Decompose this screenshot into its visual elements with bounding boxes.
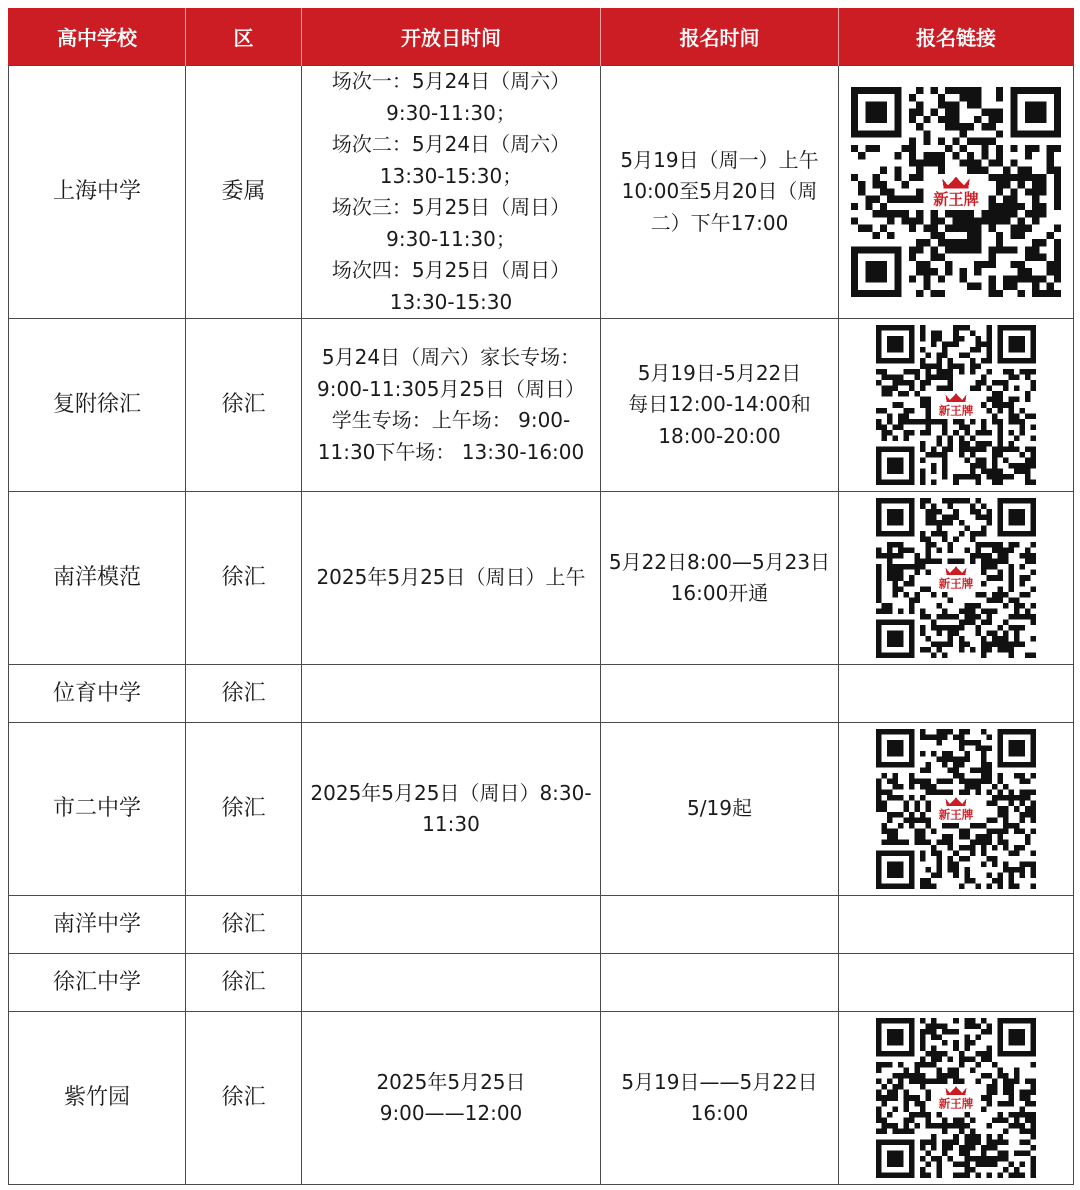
signup-time <box>601 1012 839 1185</box>
signup-link-cell <box>839 896 1074 954</box>
header-signup-time: 报名时间 <box>601 8 839 66</box>
qr-code-icon[interactable] <box>876 1018 1036 1178</box>
school-name: 南洋中学 <box>9 896 186 954</box>
open-day-line: 13:30-15:30 <box>389 289 513 314</box>
qr-code-icon[interactable] <box>876 498 1036 658</box>
signup-time <box>601 319 839 492</box>
open-day-table-container <box>8 8 1073 1185</box>
signup-time-line: 10:00至5月20日（周 <box>621 179 818 204</box>
qr-logo-label: 新王牌 <box>933 190 979 209</box>
open-day-time <box>302 492 601 665</box>
open-day-line: 2025年5月25日（周日）8:30- <box>310 780 592 805</box>
open-day-line: 9:00——12:00 <box>379 1101 523 1125</box>
district-name: 徐汇 <box>186 723 302 896</box>
district-name: 徐汇 <box>186 954 302 1012</box>
district-name: 徐汇 <box>186 492 302 665</box>
table-row <box>9 723 1074 896</box>
open-day-line: 11:30下午场： 13:30-16:00 <box>317 439 585 464</box>
open-day-time <box>302 665 601 723</box>
signup-time-line: 16:00 <box>690 1101 749 1125</box>
table-row <box>9 1012 1074 1185</box>
signup-time-line: 每日12:00-14:00和 <box>628 392 811 417</box>
open-day-line: 11:30 <box>422 812 480 836</box>
qr-logo-label: 新王牌 <box>938 1096 974 1111</box>
table-row <box>9 66 1074 319</box>
signup-time-line: 18:00-20:00 <box>658 423 781 448</box>
district-name: 委属 <box>186 66 302 319</box>
table-body <box>9 66 1074 1185</box>
qr-code-icon[interactable] <box>851 87 1061 297</box>
school-name: 位育中学 <box>9 665 186 723</box>
qr-logo-label: 新王牌 <box>938 807 974 822</box>
table-row <box>9 896 1074 954</box>
open-day-time <box>302 66 601 319</box>
signup-time-line: 5月19日-5月22日 <box>637 360 802 385</box>
signup-time-line: 5月19日——5月22日 <box>621 1069 818 1094</box>
signup-time <box>601 665 839 723</box>
district-name: 徐汇 <box>186 1012 302 1185</box>
school-name: 紫竹园 <box>9 1012 186 1185</box>
open-day-line: 场次四：5月25日（周日） <box>331 258 571 282</box>
header-school: 高中学校 <box>9 8 186 66</box>
school-name: 徐汇中学 <box>9 954 186 1012</box>
signup-time-line: 16:00开通 <box>670 581 769 605</box>
qr-code-icon[interactable] <box>876 729 1036 889</box>
open-day-line: 场次一：5月24日（周六） <box>331 69 571 93</box>
signup-time <box>601 492 839 665</box>
open-day-line: 13:30-15:30； <box>379 163 523 188</box>
signup-link-cell[interactable] <box>839 492 1074 665</box>
open-day-line: 9:30-11:30； <box>386 226 516 251</box>
signup-time <box>601 66 839 319</box>
signup-time-line: 5/19起 <box>687 796 752 821</box>
signup-link-cell <box>839 954 1074 1012</box>
table-row <box>9 492 1074 665</box>
header-open-day: 开放日时间 <box>302 8 601 66</box>
open-day-time <box>302 954 601 1012</box>
district-name: 徐汇 <box>186 665 302 723</box>
signup-link-cell[interactable] <box>839 1012 1074 1185</box>
header-signup-link: 报名链接 <box>839 8 1074 66</box>
school-name: 复附徐汇 <box>9 319 186 492</box>
open-day-time <box>302 1012 601 1185</box>
open-day-line: 2025年5月25日 <box>376 1069 526 1094</box>
signup-time-line: 5月22日8:00—5月23日 <box>608 549 831 574</box>
open-day-time <box>302 723 601 896</box>
district-name: 徐汇 <box>186 896 302 954</box>
open-day-line: 9:30-11:30； <box>386 100 516 125</box>
signup-time-line: 二）下午17:00 <box>650 210 789 235</box>
table-row <box>9 319 1074 492</box>
table-row <box>9 665 1074 723</box>
open-day-line: 场次二：5月24日（周六） <box>331 132 571 156</box>
open-day-time <box>302 319 601 492</box>
district-name: 徐汇 <box>186 319 302 492</box>
table-row <box>9 954 1074 1012</box>
signup-link-cell[interactable] <box>839 723 1074 896</box>
signup-time-line: 5月19日（周一）上午 <box>620 147 819 172</box>
school-name: 上海中学 <box>9 66 186 319</box>
school-name: 市二中学 <box>9 723 186 896</box>
qr-logo-label: 新王牌 <box>938 403 974 418</box>
qr-logo-label: 新王牌 <box>938 576 974 591</box>
open-day-line: 5月24日（周六）家长专场： <box>321 345 581 369</box>
open-day-line: 9:00-11:305月25日（周日） <box>317 376 585 401</box>
signup-time <box>601 896 839 954</box>
open-day-table <box>8 8 1074 1185</box>
signup-link-cell <box>839 665 1074 723</box>
open-day-time <box>302 896 601 954</box>
signup-link-cell[interactable] <box>839 319 1074 492</box>
header-district: 区 <box>186 8 302 66</box>
signup-time <box>601 954 839 1012</box>
qr-code-icon[interactable] <box>876 325 1036 485</box>
open-day-line: 2025年5月25日（周日）上午 <box>316 565 586 590</box>
open-day-line: 学生专场：上午场： 9:00- <box>331 408 571 432</box>
open-day-line: 场次三：5月25日（周日） <box>331 195 571 219</box>
signup-link-cell[interactable] <box>839 66 1074 319</box>
signup-time <box>601 723 839 896</box>
table-header-row <box>9 8 1074 66</box>
school-name: 南洋模范 <box>9 492 186 665</box>
